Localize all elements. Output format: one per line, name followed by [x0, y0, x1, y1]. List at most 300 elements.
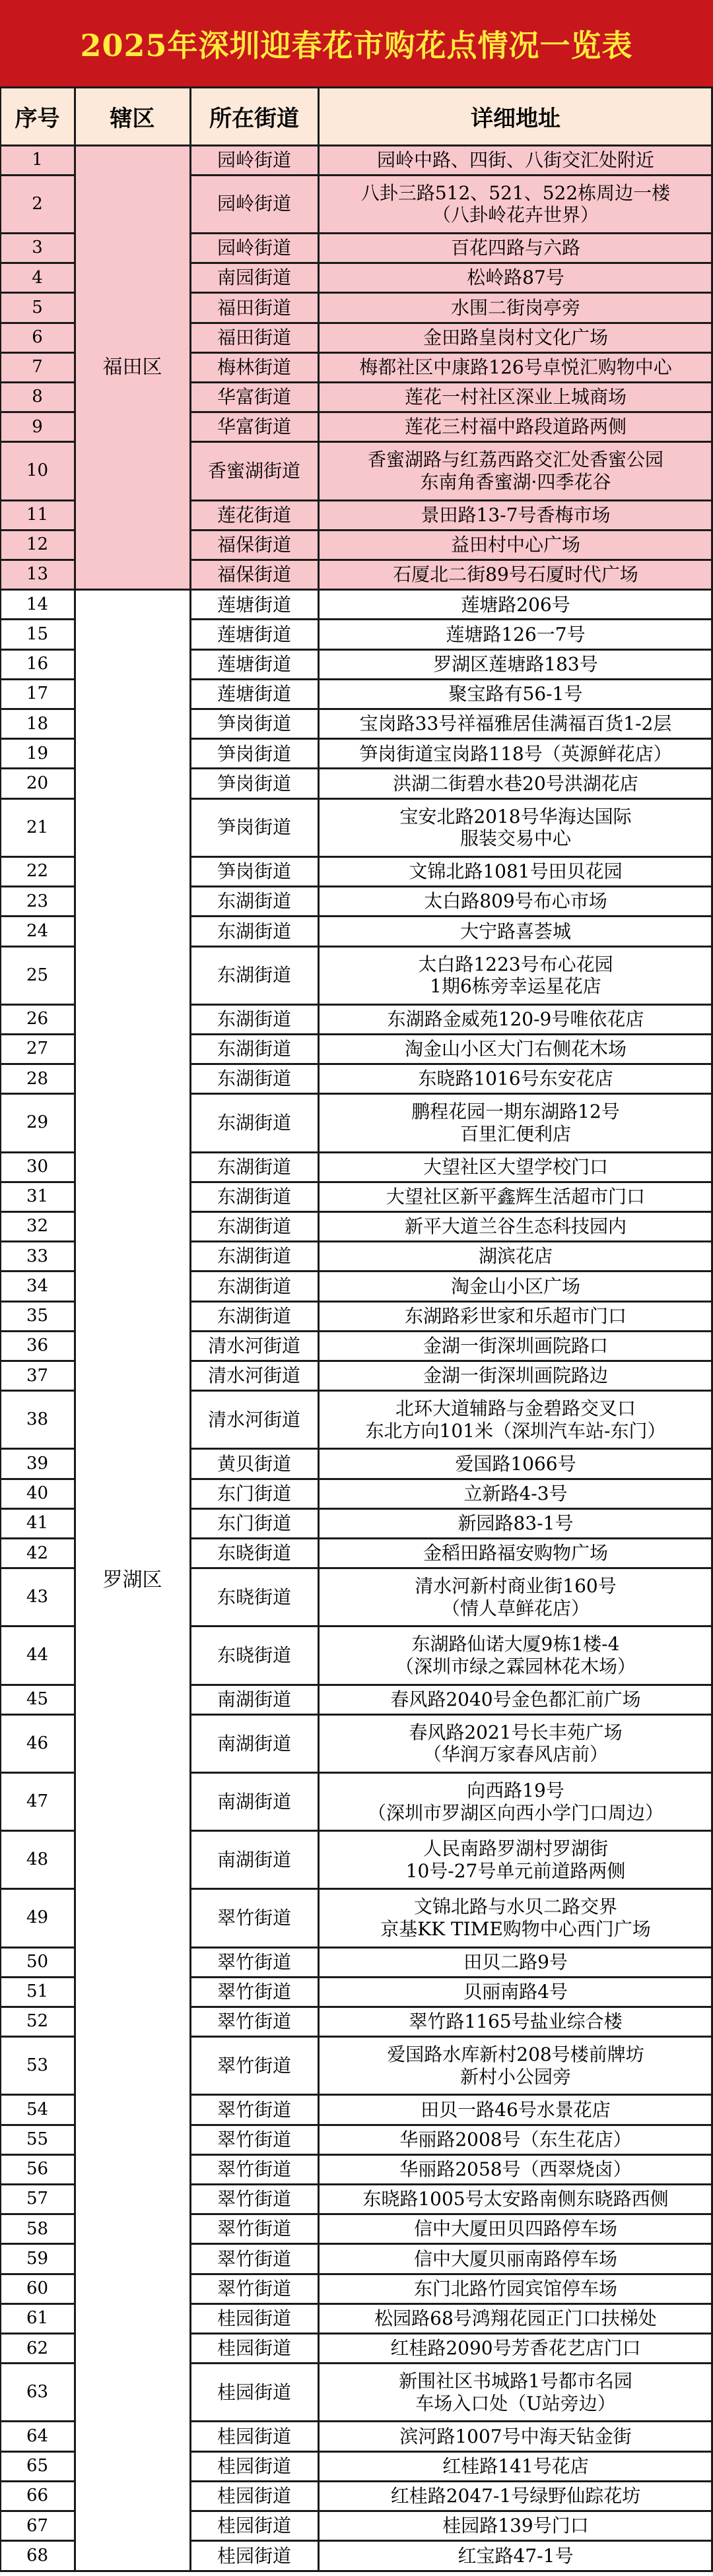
row-seq: 43 — [26, 1587, 49, 1607]
grid-line — [0, 946, 75, 948]
address-line: 新围社区书城路1号都市名园 — [399, 2370, 632, 2393]
row-seq: 52 — [26, 2011, 49, 2032]
row-seq: 56 — [26, 2159, 49, 2179]
address-line: 新园路83-1号 — [458, 1512, 574, 1535]
row-street: 东湖街道 — [217, 964, 291, 986]
grid-line — [190, 2273, 713, 2275]
address-line: 淘金山小区广场 — [450, 1275, 580, 1297]
row-street: 翠竹街道 — [217, 2128, 291, 2150]
grid-line — [0, 2213, 75, 2215]
grid-line — [0, 1093, 75, 1095]
row-seq: 11 — [26, 505, 49, 525]
row-address — [318, 2007, 713, 2036]
row-seq: 61 — [26, 2308, 49, 2329]
grid-line — [190, 1448, 713, 1450]
address-line: 聚宝路有56-1号 — [448, 683, 583, 705]
row-address — [318, 679, 713, 709]
address-line: 新平大道兰谷生态科技园内 — [404, 1215, 627, 1238]
address-line: 东门北路竹园宾馆停车场 — [413, 2277, 617, 2300]
grid-line — [190, 441, 713, 443]
row-seq: 45 — [26, 1689, 49, 1710]
row-address — [318, 946, 713, 1004]
grid-line — [190, 499, 713, 501]
address-line: 水围二街岗亭旁 — [450, 296, 580, 319]
grid-line — [0, 1537, 75, 1539]
address-line: 湖滨花店 — [478, 1245, 553, 1268]
row-address — [318, 1889, 713, 1947]
row-street: 华富街道 — [217, 386, 291, 408]
row-seq: 49 — [26, 1908, 49, 1928]
grid-line — [0, 2006, 75, 2008]
row-seq: 26 — [26, 1009, 49, 1029]
address-line: 东南角香蜜湖·四季花谷 — [420, 470, 611, 493]
grid-line — [190, 767, 713, 769]
row-seq: 4 — [32, 267, 43, 288]
row-address — [318, 2184, 713, 2214]
address-line: 爱国路水库新村208号楼前牌坊 — [387, 2044, 644, 2066]
grid-line — [0, 618, 75, 620]
row-street: 园岭街道 — [217, 148, 291, 171]
row-seq: 25 — [26, 965, 49, 985]
row-street: 东湖街道 — [217, 1186, 291, 1208]
address-line: 红桂路2047-1号绿野仙踪花坊 — [390, 2485, 641, 2507]
row-address — [318, 2125, 713, 2154]
grid-line — [0, 1976, 75, 1978]
row-address — [318, 798, 713, 856]
address-line: 宝岗路33号祥福雅居佳满福百货1-2层 — [359, 713, 672, 735]
row-street: 桂园街道 — [217, 2455, 291, 2477]
row-seq: 10 — [26, 461, 49, 481]
grid-line — [190, 1888, 713, 1890]
row-address — [318, 1714, 713, 1772]
row-address — [318, 1977, 713, 2007]
grid-line — [0, 322, 75, 324]
row-street: 东湖街道 — [217, 920, 291, 942]
address-line: 莲花三村福中路段道路两侧 — [404, 416, 627, 438]
address-line: 红桂路141号花店 — [442, 2455, 589, 2477]
row-address — [318, 590, 713, 620]
grid-line — [0, 1360, 75, 1362]
row-seq: 14 — [26, 594, 49, 614]
grid-line — [0, 232, 75, 234]
row-street: 东湖街道 — [217, 1008, 291, 1030]
row-address — [318, 887, 713, 917]
address-line: 文锦北路1081号田贝花园 — [409, 860, 623, 883]
row-address — [318, 175, 713, 233]
grid-line — [190, 1033, 713, 1035]
row-seq: 8 — [32, 387, 43, 407]
grid-line — [190, 2094, 713, 2096]
grid-line — [190, 1093, 713, 1095]
row-street: 翠竹街道 — [217, 1981, 291, 2003]
address-line: 莲塘路126一7号 — [446, 623, 586, 645]
row-address — [318, 382, 713, 412]
grid-line — [0, 1211, 75, 1213]
row-address — [318, 352, 713, 382]
grid-line — [0, 2273, 75, 2275]
row-address — [318, 1094, 713, 1152]
grid-line — [0, 292, 75, 294]
grid-line — [0, 1830, 75, 1832]
address-line: （华润万家春风店前） — [423, 1743, 608, 1766]
address-line: 笋岗街道宝岗路118号（英源鲜花店） — [359, 742, 672, 765]
grid-line — [0, 767, 75, 769]
address-line: 宝安北路2018号华海达国际 — [399, 805, 632, 827]
grid-line — [190, 678, 713, 680]
grid-line — [190, 2183, 713, 2185]
row-address — [318, 1272, 713, 1301]
grid-line — [190, 1360, 713, 1362]
grid-line — [190, 1181, 713, 1183]
address-line: 益田村中心广场 — [450, 534, 580, 556]
grid-line — [0, 174, 75, 176]
address-line: 园岭中路、四街、八街交汇处附近 — [376, 148, 654, 171]
grid-line — [190, 649, 713, 651]
address-line: 滨河路1007号中海天钻金街 — [399, 2425, 632, 2447]
row-address — [318, 1772, 713, 1830]
grid-line — [0, 2094, 75, 2096]
row-seq: 65 — [26, 2456, 49, 2476]
row-seq: 46 — [26, 1733, 49, 1753]
row-street: 福田街道 — [217, 326, 291, 348]
row-street: 桂园街道 — [217, 2381, 291, 2404]
row-seq: 22 — [26, 861, 49, 882]
grid-line — [190, 1714, 713, 1716]
address-line: 北环大道辅路与金碧路交叉口 — [395, 1398, 636, 1420]
grid-line — [190, 2036, 713, 2038]
row-street: 笋岗街道 — [217, 713, 291, 735]
row-street: 园岭街道 — [217, 237, 291, 259]
grid-line — [190, 886, 713, 887]
grid-line — [190, 174, 713, 176]
grid-line — [190, 1625, 713, 1627]
row-address — [318, 2274, 713, 2303]
row-seq: 68 — [26, 2545, 49, 2565]
grid-line — [190, 1151, 713, 1153]
row-address — [318, 620, 713, 649]
row-seq: 7 — [32, 357, 43, 377]
row-seq: 60 — [26, 2278, 49, 2299]
row-street: 南湖街道 — [217, 1790, 291, 1813]
row-seq: 62 — [26, 2338, 49, 2358]
grid-line — [0, 1151, 75, 1153]
row-seq: 42 — [26, 1543, 49, 1563]
grid-line — [190, 411, 713, 413]
address-line: （深圳市绿之霖园林花木场） — [395, 1656, 636, 1677]
address-line: 红宝路47-1号 — [458, 2544, 574, 2567]
row-seq: 30 — [26, 1157, 49, 1176]
grid-line — [0, 1714, 75, 1716]
district-cell: 罗湖区 — [102, 1568, 162, 1592]
grid-line — [190, 2154, 713, 2156]
row-seq: 19 — [26, 743, 49, 763]
address-line: 桂园路139号门口 — [442, 2515, 589, 2537]
row-address — [318, 293, 713, 323]
grid-line — [190, 1772, 713, 1774]
row-address — [318, 263, 713, 293]
row-street: 桂园街道 — [217, 2337, 291, 2360]
address-line: 清水河新村商业街160号 — [415, 1575, 617, 1597]
address-line: 田贝二路9号 — [463, 1950, 568, 1973]
row-street: 梅林街道 — [217, 356, 291, 379]
grid-line — [0, 1063, 75, 1065]
address-line: 罗湖区莲塘路183号 — [433, 653, 598, 675]
grid-line — [190, 1567, 713, 1569]
grid-line — [0, 86, 713, 88]
address-line: 东晓路1016号东安花店 — [418, 1068, 613, 1090]
row-street: 翠竹街道 — [217, 2054, 291, 2077]
row-seq: 12 — [26, 534, 49, 555]
row-seq: 5 — [32, 297, 43, 317]
row-address — [318, 2541, 713, 2571]
row-street: 东湖街道 — [217, 1304, 291, 1327]
address-line: 车场入口处（U站旁边） — [415, 2392, 616, 2414]
grid-line — [190, 292, 713, 294]
row-street: 莲塘街道 — [217, 593, 291, 616]
grid-line — [190, 1508, 713, 1510]
row-street: 东湖街道 — [217, 1215, 291, 1238]
grid-line — [0, 1684, 75, 1686]
row-street: 东湖街道 — [217, 890, 291, 913]
row-seq: 34 — [26, 1275, 49, 1296]
row-seq: 37 — [26, 1365, 49, 1386]
grid-line — [0, 559, 75, 561]
grid-line — [0, 2570, 713, 2572]
row-seq: 41 — [26, 1513, 49, 1533]
grid-line — [0, 856, 75, 858]
row-street: 福保街道 — [217, 534, 291, 556]
grid-line — [0, 1947, 75, 1948]
row-seq: 17 — [26, 684, 49, 704]
row-street: 桂园街道 — [217, 2515, 291, 2537]
row-address — [318, 1831, 713, 1889]
grid-line — [318, 87, 320, 2572]
grid-line — [0, 411, 75, 413]
row-seq: 20 — [26, 773, 49, 793]
row-street: 东湖街道 — [217, 1112, 291, 1134]
grid-line — [0, 708, 75, 710]
row-address — [318, 1685, 713, 1714]
address-line: 东湖路仙诺大厦9栋1楼-4 — [411, 1633, 620, 1656]
row-seq: 24 — [26, 920, 49, 941]
row-seq: 57 — [26, 2189, 49, 2209]
row-street: 翠竹街道 — [217, 2247, 291, 2270]
grid-line — [0, 441, 75, 443]
row-seq: 58 — [26, 2218, 49, 2239]
address-line: 华丽路2008号（东生花店） — [399, 2128, 632, 2150]
row-seq: 44 — [26, 1645, 49, 1665]
row-seq: 6 — [32, 327, 43, 348]
row-address — [318, 2364, 713, 2422]
grid-line — [0, 2362, 75, 2364]
address-line: 信中大厦田贝四路停车场 — [413, 2218, 617, 2240]
address-line: 文锦北路与水贝二路交界 — [413, 1896, 617, 1918]
grid-line — [190, 1240, 713, 1242]
row-street: 桂园街道 — [217, 2544, 291, 2567]
address-line: 梅都社区中康路126号卓悦汇购物中心 — [359, 356, 672, 379]
row-street: 翠竹街道 — [217, 1907, 291, 1929]
address-line: 新村小公园旁 — [459, 2065, 571, 2088]
row-address — [318, 233, 713, 263]
address-line: 大望社区新平鑫辉生活超市门口 — [386, 1186, 645, 1208]
grid-line — [190, 1390, 713, 1392]
grid-line — [0, 1567, 75, 1569]
address-line: 香蜜湖路与红荔西路交汇处香蜜公园 — [367, 449, 663, 471]
grid-line — [190, 352, 713, 354]
row-address — [318, 769, 713, 798]
grid-line — [0, 2124, 75, 2126]
grid-line — [190, 262, 713, 264]
row-seq: 27 — [26, 1039, 49, 1059]
grid-line — [190, 322, 713, 324]
grid-line — [0, 886, 75, 887]
grid-line — [0, 1508, 75, 1510]
row-address — [318, 649, 713, 679]
address-line: 鹏程花园一期东湖路12号 — [411, 1101, 620, 1123]
address-line: 百里汇便利店 — [459, 1122, 571, 1145]
grid-line — [190, 1330, 713, 1332]
row-address — [318, 2037, 713, 2095]
grid-line — [74, 87, 76, 2572]
row-street: 东湖街道 — [217, 1038, 291, 1060]
address-line: 松园路68号鸿翔花园正门口扶梯处 — [374, 2307, 657, 2330]
grid-line — [190, 529, 713, 531]
grid-line — [0, 529, 75, 531]
address-line: 淘金山小区大门右侧花木场 — [404, 1038, 627, 1060]
address-line: 石厦北二街89号石厦时代广场 — [393, 564, 638, 586]
row-street: 东晓街道 — [217, 1644, 291, 1667]
address-line: 翠竹路1165号盐业综合楼 — [409, 2011, 623, 2033]
grid-line — [0, 1390, 75, 1392]
row-seq: 31 — [26, 1186, 49, 1207]
row-street: 东门街道 — [217, 1512, 291, 1535]
grid-line — [190, 2451, 713, 2453]
grid-line — [0, 1181, 75, 1183]
row-seq: 48 — [26, 1850, 49, 1870]
row-street: 东湖街道 — [217, 1275, 291, 1297]
grid-line — [0, 1448, 75, 1450]
row-seq: 67 — [26, 2515, 49, 2536]
row-street: 翠竹街道 — [217, 1950, 291, 1973]
grid-line — [190, 915, 713, 917]
row-seq: 53 — [26, 2055, 49, 2076]
row-street: 福保街道 — [217, 564, 291, 586]
row-address — [318, 856, 713, 886]
address-line: 10号-27号单元前道路两侧 — [405, 1859, 626, 1882]
grid-line — [0, 2510, 75, 2512]
row-address — [318, 1152, 713, 1182]
grid-line — [189, 87, 191, 2572]
grid-line — [190, 1830, 713, 1832]
grid-line — [190, 1270, 713, 1272]
row-street: 翠竹街道 — [217, 2277, 291, 2300]
row-address — [318, 1361, 713, 1391]
address-line: 田贝一路46号水景花店 — [421, 2098, 611, 2121]
address-line: 立新路4-3号 — [463, 1482, 568, 1504]
address-line: 莲花一村社区深业上城商场 — [404, 386, 627, 408]
grid-line — [190, 2333, 713, 2334]
address-line: 松岭路87号 — [467, 267, 564, 289]
grid-line — [0, 1888, 75, 1890]
row-address — [318, 1301, 713, 1331]
address-line: 金湖一街深圳画院路口 — [423, 1335, 608, 1357]
grid-line — [190, 1537, 713, 1539]
row-seq: 32 — [26, 1216, 49, 1237]
grid-line — [190, 1947, 713, 1948]
address-line: 莲塘路206号 — [461, 593, 570, 616]
row-address — [318, 739, 713, 769]
row-street: 东晓街道 — [217, 1542, 291, 1564]
row-street: 桂园街道 — [217, 2307, 291, 2330]
grid-line — [0, 262, 75, 264]
address-line: 1期6栋旁幸运星花店 — [430, 975, 601, 998]
row-street: 笋岗街道 — [217, 772, 291, 794]
header-address: 详细地址 — [318, 87, 713, 145]
grid-line — [0, 2243, 75, 2245]
grid-line — [0, 2303, 75, 2305]
row-street: 东湖街道 — [217, 1245, 291, 1268]
row-address — [318, 500, 713, 530]
row-street: 东湖街道 — [217, 1068, 291, 1090]
grid-line — [0, 1240, 75, 1242]
address-line: 景田路13-7号香梅市场 — [421, 503, 611, 526]
address-line: 太白路1223号布心花园 — [418, 953, 613, 975]
grid-line — [0, 1330, 75, 1332]
address-line: 百花四路与六路 — [450, 237, 580, 259]
address-line: 春风路2040号金色都汇前广场 — [390, 1688, 641, 1710]
grid-line — [190, 559, 713, 561]
grid-line — [190, 2510, 713, 2512]
row-street: 清水河街道 — [207, 1365, 300, 1387]
row-seq: 63 — [26, 2382, 49, 2402]
row-seq: 15 — [26, 624, 49, 644]
grid-line — [190, 2540, 713, 2542]
address-line: 东湖路金威苑120-9号唯依花店 — [387, 1008, 644, 1030]
grid-line — [0, 87, 1, 2572]
grid-line — [0, 352, 75, 354]
grid-line — [190, 2006, 713, 2008]
grid-line — [0, 1004, 75, 1006]
address-line: 服装交易中心 — [459, 827, 571, 850]
grid-line — [190, 618, 713, 620]
row-address — [318, 1331, 713, 1361]
row-address — [318, 2481, 713, 2511]
grid-line — [190, 2362, 713, 2364]
row-street: 翠竹街道 — [217, 2098, 291, 2121]
row-address — [318, 1626, 713, 1685]
row-address — [318, 2303, 713, 2333]
row-seq: 39 — [26, 1453, 49, 1473]
address-line: 太白路809号布心市场 — [424, 890, 607, 913]
row-seq: 23 — [26, 891, 49, 911]
page-title: 2025年深圳迎春花市购花点情况一览表 — [0, 0, 713, 87]
row-address — [318, 1182, 713, 1211]
row-address — [318, 1449, 713, 1479]
row-seq: 16 — [26, 654, 49, 674]
row-address — [318, 412, 713, 442]
grid-line — [0, 2420, 75, 2422]
row-seq: 38 — [26, 1409, 49, 1430]
row-address — [318, 1064, 713, 1094]
row-street: 清水河街道 — [207, 1409, 300, 1431]
row-seq: 9 — [32, 416, 43, 437]
grid-line — [0, 499, 75, 501]
address-line: 红桂路2090号芳香花艺店门口 — [390, 2337, 641, 2360]
row-address — [318, 1242, 713, 1272]
row-address — [318, 1034, 713, 1064]
address-line: 金田路皇岗村文化广场 — [423, 326, 608, 348]
row-address — [318, 709, 713, 739]
